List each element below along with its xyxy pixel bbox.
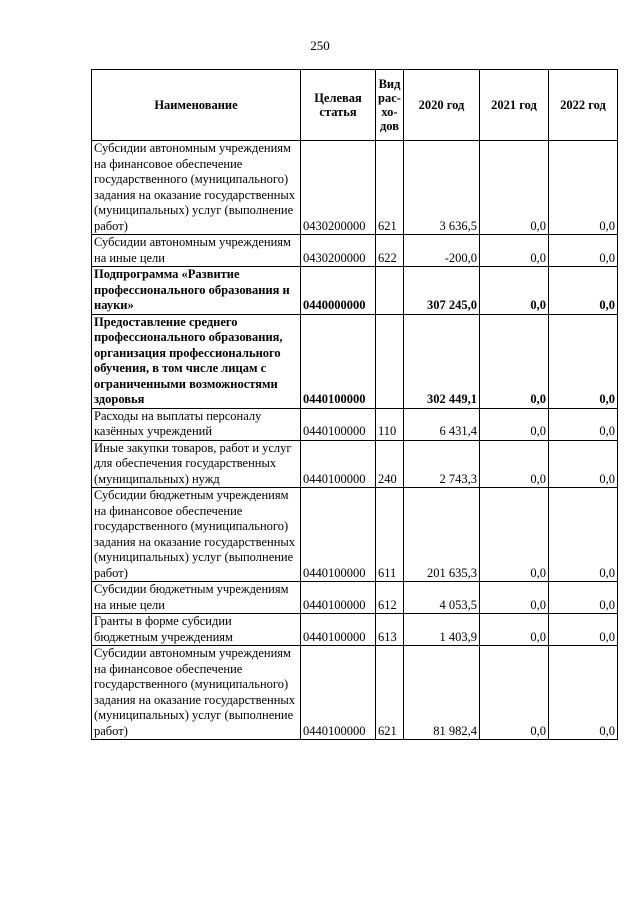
table-header-row bbox=[92, 70, 618, 141]
row-name: Субсидии автономным учреждениям на финансовое обеспечение государственного (муниципального) задания на оказание государственных (муниципальных) услуг (выполнение работ) bbox=[92, 646, 301, 740]
row-2021: 0,0 bbox=[480, 267, 549, 315]
row-2021: 0,0 bbox=[480, 614, 549, 646]
header-target-article: Целевая статья bbox=[301, 70, 376, 141]
row-name: Подпрограмма «Развитие профессионального образования и науки» bbox=[92, 267, 301, 315]
table-row bbox=[92, 582, 618, 614]
row-expense-type bbox=[376, 267, 404, 315]
row-target-code: 0440000000 bbox=[301, 267, 376, 315]
row-2022: 0,0 bbox=[549, 582, 618, 614]
row-2022: 0,0 bbox=[549, 440, 618, 488]
row-2022: 0,0 bbox=[549, 614, 618, 646]
row-target-code: 0440100000 bbox=[301, 488, 376, 582]
row-2020: 201 635,3 bbox=[404, 488, 480, 582]
row-2022: 0,0 bbox=[549, 314, 618, 408]
table-row bbox=[92, 235, 618, 267]
row-2022: 0,0 bbox=[549, 408, 618, 440]
row-target-code: 0430200000 bbox=[301, 141, 376, 235]
row-target-code: 0430200000 bbox=[301, 235, 376, 267]
header-2022: 2022 год bbox=[549, 70, 618, 141]
row-2022: 0,0 bbox=[549, 646, 618, 740]
row-target-code: 0440100000 bbox=[301, 614, 376, 646]
row-2020: 2 743,3 bbox=[404, 440, 480, 488]
header-2020: 2020 год bbox=[404, 70, 480, 141]
row-2020: 302 449,1 bbox=[404, 314, 480, 408]
row-2020: 6 431,4 bbox=[404, 408, 480, 440]
table-row bbox=[92, 141, 618, 235]
row-2021: 0,0 bbox=[480, 408, 549, 440]
row-2020: 3 636,5 bbox=[404, 141, 480, 235]
row-expense-type: 622 bbox=[376, 235, 404, 267]
row-target-code: 0440100000 bbox=[301, 440, 376, 488]
row-2020: 4 053,5 bbox=[404, 582, 480, 614]
row-name: Иные закупки товаров, работ и услуг для обеспечения государственных (муниципальных) нужд bbox=[92, 440, 301, 488]
row-target-code: 0440100000 bbox=[301, 314, 376, 408]
row-2022: 0,0 bbox=[549, 267, 618, 315]
table-row bbox=[92, 408, 618, 440]
row-2022: 0,0 bbox=[549, 488, 618, 582]
row-expense-type: 611 bbox=[376, 488, 404, 582]
row-expense-type: 240 bbox=[376, 440, 404, 488]
table-row-main-activity bbox=[92, 314, 618, 408]
row-2021: 0,0 bbox=[480, 646, 549, 740]
row-expense-type: 613 bbox=[376, 614, 404, 646]
row-name: Гранты в форме субсидии бюджетным учреждениям bbox=[92, 614, 301, 646]
row-2022: 0,0 bbox=[549, 235, 618, 267]
table-row bbox=[92, 614, 618, 646]
row-name: Субсидии бюджетным учреждениям на иные цели bbox=[92, 582, 301, 614]
row-2021: 0,0 bbox=[480, 582, 549, 614]
row-name: Субсидии автономным учреждениям на иные цели bbox=[92, 235, 301, 267]
row-name: Субсидии автономным учреждениям на финансовое обеспечение государственного (муниципального) задания на оказание государственных (муниципальных) услуг (выполнение работ) bbox=[92, 141, 301, 235]
row-target-code: 0440100000 bbox=[301, 408, 376, 440]
row-2022: 0,0 bbox=[549, 141, 618, 235]
row-name: Субсидии бюджетным учреждениям на финансовое обеспечение государственного (муниципального) задания на оказание государственных (муниципальных) услуг (выполнение работ) bbox=[92, 488, 301, 582]
row-expense-type: 612 bbox=[376, 582, 404, 614]
row-target-code: 0440100000 bbox=[301, 582, 376, 614]
table-row bbox=[92, 646, 618, 740]
row-2020: 1 403,9 bbox=[404, 614, 480, 646]
row-2020: 81 982,4 bbox=[404, 646, 480, 740]
row-2021: 0,0 bbox=[480, 440, 549, 488]
row-expense-type: 621 bbox=[376, 646, 404, 740]
row-name: Расходы на выплаты персоналу казённых учреждений bbox=[92, 408, 301, 440]
header-name: Наименование bbox=[92, 70, 301, 141]
row-2021: 0,0 bbox=[480, 314, 549, 408]
table-row bbox=[92, 440, 618, 488]
table-row bbox=[92, 488, 618, 582]
budget-table bbox=[91, 69, 618, 740]
row-2020: 307 245,0 bbox=[404, 267, 480, 315]
row-2021: 0,0 bbox=[480, 488, 549, 582]
row-expense-type bbox=[376, 314, 404, 408]
row-expense-type: 110 bbox=[376, 408, 404, 440]
row-2021: 0,0 bbox=[480, 235, 549, 267]
table-row-subprogram bbox=[92, 267, 618, 315]
header-expense-type: Вид рас- хо- дов bbox=[376, 70, 404, 141]
row-2021: 0,0 bbox=[480, 141, 549, 235]
row-target-code: 0440100000 bbox=[301, 646, 376, 740]
header-2021: 2021 год bbox=[480, 70, 549, 141]
page-number: 250 bbox=[310, 38, 330, 53]
row-name: Предоставление среднего профессионального образования, организация профессионального обучения, в том числе лицам с ограниченными возможностями здоровья bbox=[92, 314, 301, 408]
row-expense-type: 621 bbox=[376, 141, 404, 235]
row-2020: -200,0 bbox=[404, 235, 480, 267]
